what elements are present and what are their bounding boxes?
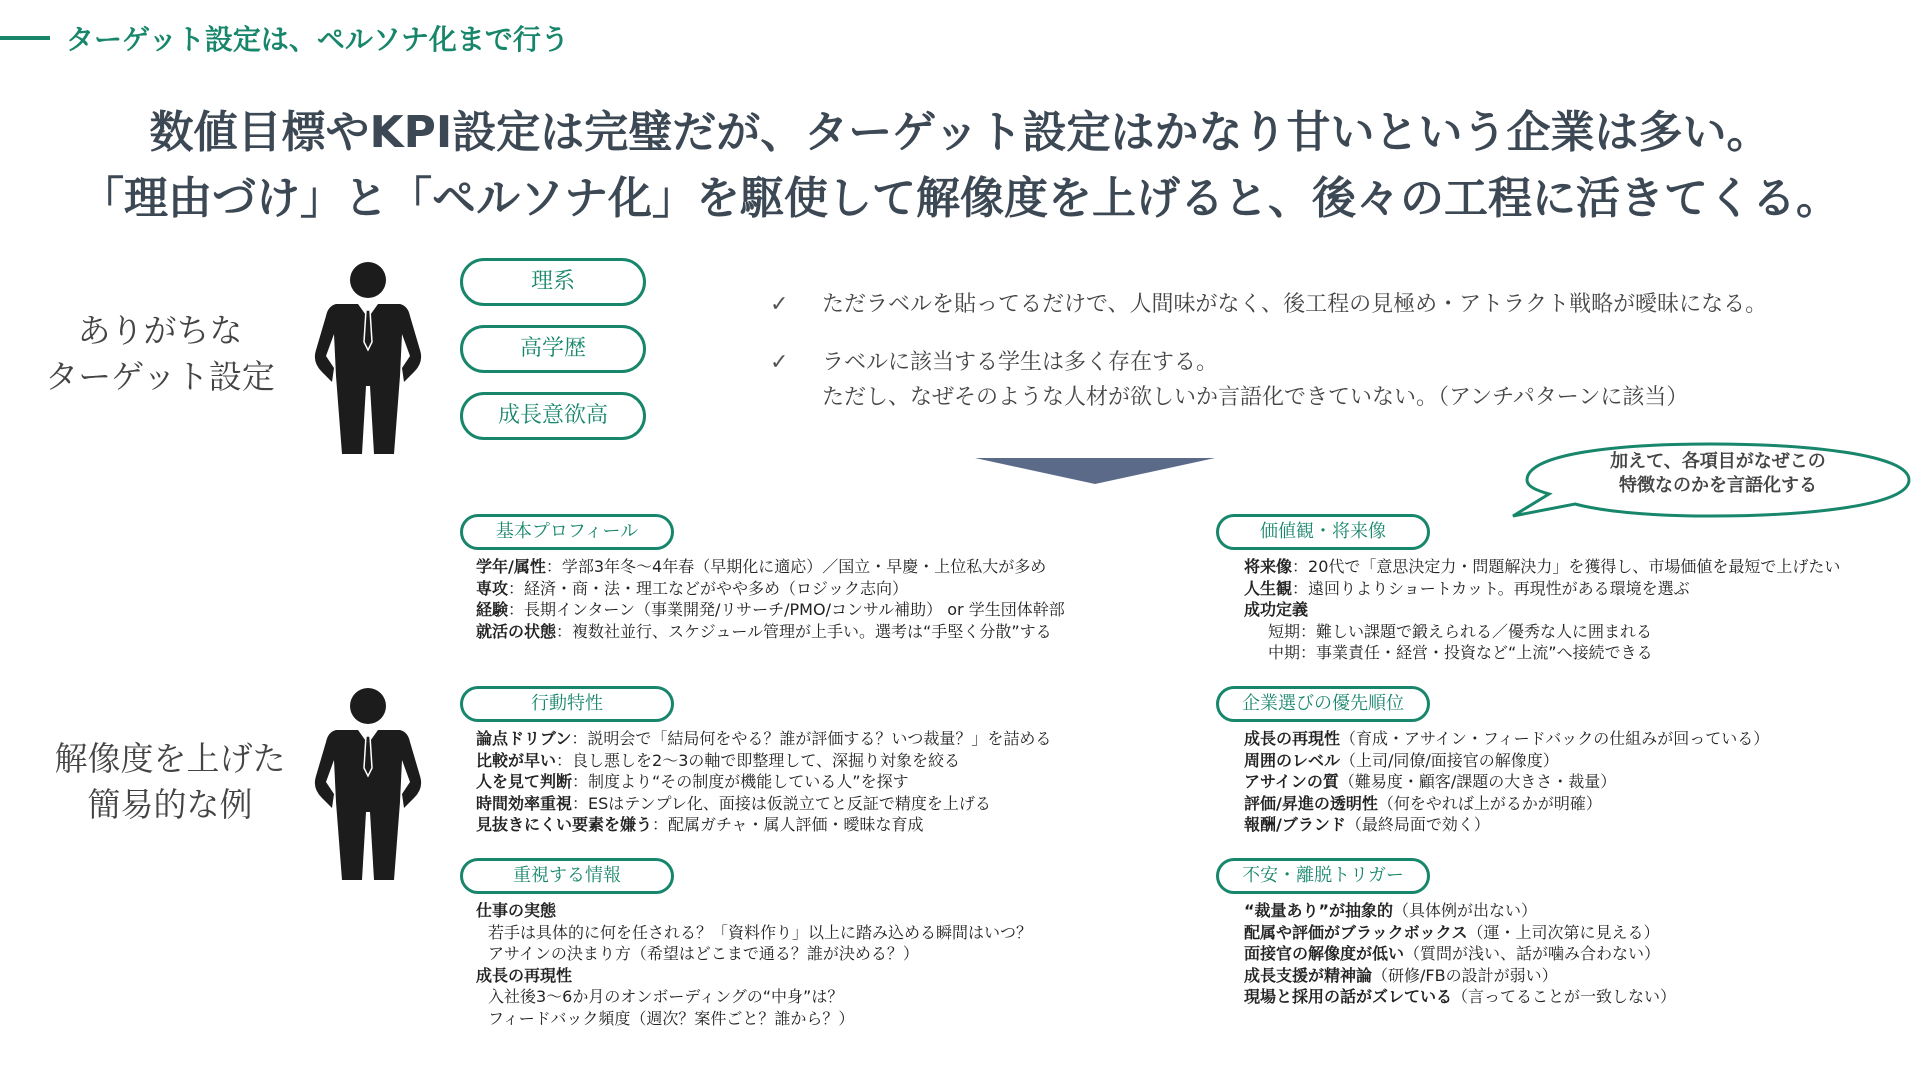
list-item: 面接官の解像度が低い（質問が浅い、話が噛み合わない） xyxy=(1244,944,1661,963)
section-body-basic-profile xyxy=(476,556,1065,642)
list-item: 入社後3〜6か月のオンボーディングの“中身”は？ xyxy=(488,987,844,1006)
check-icon: ✓ xyxy=(770,292,789,317)
list-item: 成長の再現性（育成・アサイン・フィードバックの仕組みが回っている） xyxy=(1244,729,1770,748)
person-icon xyxy=(308,258,428,458)
list-item: 中期：事業責任・経営・投資など“上流”へ接続できる xyxy=(1268,643,1653,662)
list-heading: 成長の再現性 xyxy=(476,965,573,985)
list-item: 学年/属性：学部3年冬〜4年春（早期化に適応）／国立・早慶・上位私大が多め xyxy=(476,557,1047,576)
list-item: 見抜きにくい要素を嫌う：配属ガチャ・属人評価・曖昧な育成 xyxy=(476,815,924,834)
header-accent-line xyxy=(0,36,50,40)
list-item: 比較が早い：良し悪しを2〜3の軸で即整理して、深掘り対象を絞る xyxy=(476,750,961,770)
check-item-2-continued: ただし、なぜそのような人材が欲しいか言語化できていない。（アンチパターンに該当） xyxy=(822,385,1689,410)
list-item: アサインの決まり方（希望はどこまで通る？誰が決める？） xyxy=(488,944,919,963)
section-title: ターゲット設定は、ペルソナ化まで行う xyxy=(66,23,569,56)
list-item: 報酬/ブランド（最終局面で効く） xyxy=(1244,815,1490,834)
section-pill-anxiety: 不安・離脱トリガー xyxy=(1216,858,1430,894)
headline-line-2: 「理由づけ」と「ペルソナ化」を駆使して解像度を上げると、後々の工程に活きてくる。 xyxy=(80,173,1840,224)
section-pill-important-info: 重視する情報 xyxy=(460,858,674,894)
common-target-label: ありがちな ターゲット設定 xyxy=(45,311,275,396)
person-icon xyxy=(308,684,428,884)
list-item: フィードバック頻度（週次？案件ごと？誰から？） xyxy=(488,1008,855,1028)
improved-example-label: 解像度を上げた 簡易的な例 xyxy=(54,739,286,824)
bubble-text: 加えて、各項目がなぜこの 特徴なのかを言語化する xyxy=(1610,451,1826,496)
list-item: 短期：難しい課題で鍛えられる／優秀な人に囲まれる xyxy=(1268,621,1653,641)
list-item: 若手は具体的に何を任される？「資料作り」以上に踏み込める瞬間はいつ？ xyxy=(488,922,1033,942)
section-pill-basic-profile: 基本プロフィール xyxy=(460,514,674,550)
list-item: 人生観：遠回りよりショートカット。再現性がある環境を選ぶ xyxy=(1244,578,1690,598)
list-item: 将来像：20代で「意思決定力・問題解決力」を獲得し、市場価値を最短で上げたい xyxy=(1244,557,1841,576)
check-item-2: ✓ ラベルに該当する学生は多く存在する。 xyxy=(770,346,1218,380)
down-arrow-icon xyxy=(975,458,1215,484)
section-body-behavior xyxy=(476,728,1051,836)
list-item: 就活の状態：複数社並行、スケジュール管理が上手い。選考は“手堅く分散”する xyxy=(476,621,1052,641)
list-item: 専攻：経済・商・法・理工などがやや多め（ロジック志向） xyxy=(476,578,909,598)
list-item: 経験：長期インターン（事業開発/リサーチ/PMO/コンサル補助） or 学生団体幹部 xyxy=(476,600,1065,619)
section-body-priority xyxy=(1244,728,1769,836)
headline-line-1: 数値目標やKPI設定は完璧だが、ターゲット設定はかなり甘いという企業は多い。 xyxy=(149,107,1771,158)
list-item: 配属や評価がブラックボックス（運・上司次第に見える） xyxy=(1244,922,1660,942)
list-item: 成長支援が精神論（研修/FBの設計が弱い） xyxy=(1244,965,1558,985)
label-pill-science: 理系 xyxy=(460,258,646,306)
list-heading: 成功定義 xyxy=(1244,600,1309,619)
list-item: 論点ドリブン：説明会で「結局何をやる？誰が評価する？いつ裁量？」を詰める xyxy=(476,729,1052,748)
section-pill-behavior: 行動特性 xyxy=(460,686,674,722)
list-heading: 仕事の実態 xyxy=(476,901,557,920)
list-item: 評価/昇進の透明性（何をやれば上がるかが明確） xyxy=(1244,793,1602,813)
check-icon: ✓ xyxy=(770,350,789,375)
section-body-anxiety xyxy=(1244,900,1676,1008)
list-item: “裁量あり”が抽象的（具体例が出ない） xyxy=(1244,901,1538,920)
list-item: 現場と採用の話がズレている（言ってることが一致しない） xyxy=(1244,987,1677,1006)
list-item: アサインの質（難易度・顧客/課題の大きさ・裁量） xyxy=(1244,772,1617,791)
list-item: 時間効率重視：ESはテンプレ化、面接は仮説立てと反証で精度を上げる xyxy=(476,793,991,813)
list-item: 周囲のレベル（上司/同僚/面接官の解像度） xyxy=(1244,750,1559,770)
section-pill-priority: 企業選びの優先順位 xyxy=(1216,686,1430,722)
label-pill-growth: 成長意欲高 xyxy=(460,392,646,440)
list-item: 人を見て判断：制度より“その制度が機能している人”を探す xyxy=(476,772,909,791)
section-pill-values: 価値観・将来像 xyxy=(1216,514,1430,550)
section-body-values xyxy=(1244,556,1840,664)
section-body-important-info xyxy=(476,900,1032,1029)
label-pill-education: 高学歴 xyxy=(460,325,646,373)
check-item-1: ✓ ただラベルを貼ってるだけで、人間味がなく、後工程の見極め・アトラクト戦略が曖昧になる。 xyxy=(770,288,1767,322)
